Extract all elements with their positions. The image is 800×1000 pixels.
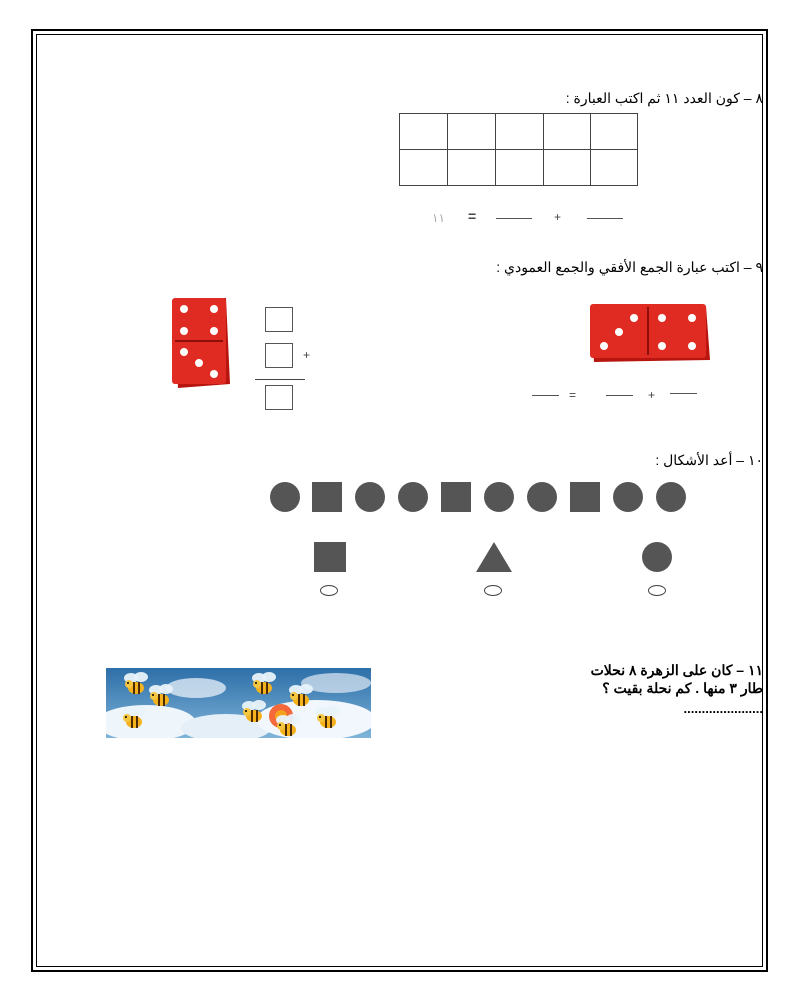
shape-circle xyxy=(398,482,428,512)
shape-circle xyxy=(613,482,643,512)
horizontal-domino-icon xyxy=(588,302,712,364)
q8-equals: = xyxy=(468,208,477,224)
answer-square xyxy=(314,542,346,572)
shape-square xyxy=(441,482,471,512)
horizontal-plus: + xyxy=(648,388,656,402)
q8-plus: + xyxy=(554,210,562,224)
count-oval-circle[interactable] xyxy=(648,585,666,596)
shape-square xyxy=(570,482,600,512)
vertical-sum-box[interactable] xyxy=(265,385,293,410)
shape-circle xyxy=(527,482,557,512)
ten-frame-grid xyxy=(399,113,638,186)
q9-title: ٩ – اكتب عبارة الجمع الأفقي والجمع العمودي : xyxy=(496,259,763,275)
vertical-sum-line xyxy=(255,379,305,380)
q11-answer-dots[interactable]: ...................... xyxy=(683,701,763,716)
answer-triangle-icon xyxy=(475,541,513,573)
bees-picture xyxy=(106,668,371,738)
shape-circle xyxy=(355,482,385,512)
count-oval-square[interactable] xyxy=(320,585,338,596)
q11-line-2: طار ٣ منها . كم نحلة بقيت ؟ xyxy=(602,680,763,696)
vertical-plus: + xyxy=(303,348,311,362)
shape-square xyxy=(312,482,342,512)
q8-total: ١١ xyxy=(432,211,445,225)
shape-circle xyxy=(484,482,514,512)
q8-title: ٨ – كون العدد ١١ ثم اكتب العبارة : xyxy=(565,90,763,106)
q10-title: ١٠ – أعد الأشكال : xyxy=(655,452,763,468)
horizontal-addend-blank-2[interactable] xyxy=(670,393,697,394)
shape-circle xyxy=(270,482,300,512)
horizontal-addend-blank-1[interactable] xyxy=(606,395,633,396)
vertical-addend-box-1[interactable] xyxy=(265,307,293,332)
horizontal-sum-blank[interactable] xyxy=(532,395,559,396)
q8-blank-2[interactable] xyxy=(587,218,623,219)
q8-blank-1[interactable] xyxy=(496,218,532,219)
count-oval-triangle[interactable] xyxy=(484,585,502,596)
answer-circle xyxy=(642,542,672,572)
vertical-addend-box-2[interactable] xyxy=(265,343,293,368)
q11-line-1: ١١ – كان على الزهرة ٨ نحلات xyxy=(590,662,763,678)
shape-circle xyxy=(656,482,686,512)
vertical-domino-icon xyxy=(170,296,232,390)
horizontal-equals: = xyxy=(569,388,577,402)
